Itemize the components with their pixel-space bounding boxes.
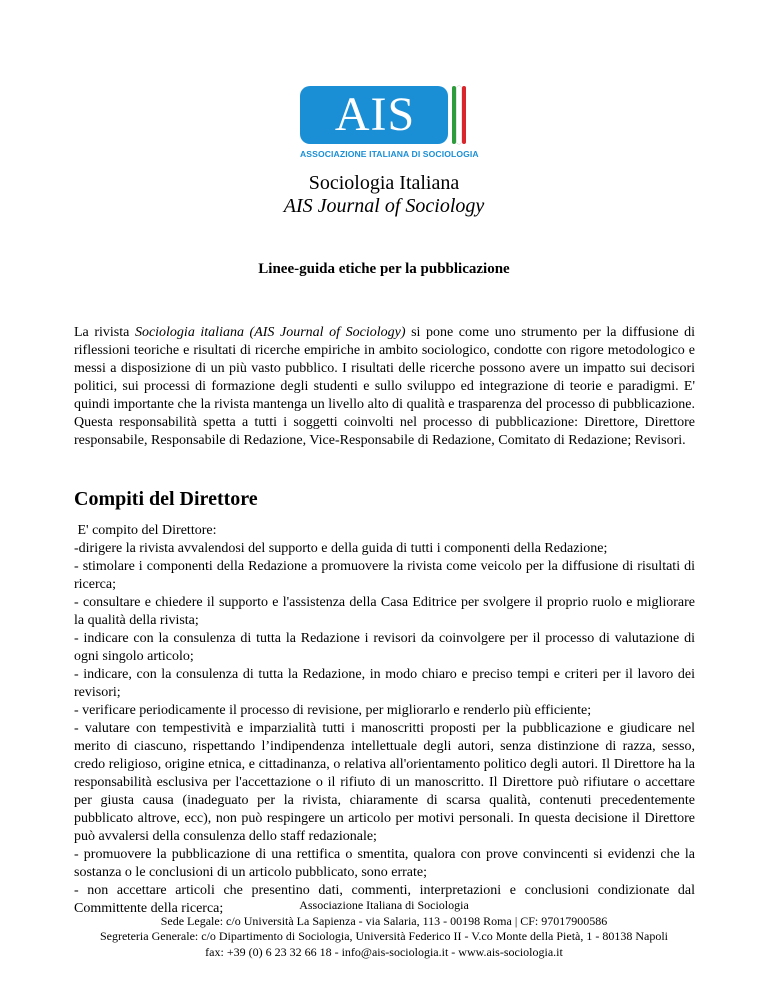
duty-item: - stimolare i componenti della Redazione a promuovere la rivista come veicolo per la diffusione di risultati di ricerca; bbox=[74, 559, 695, 592]
duty-intro: E' compito del Direttore: bbox=[74, 523, 217, 538]
logo-stripe-white bbox=[457, 86, 461, 144]
duty-item: - promuovere la pubblicazione di una rettifica o smentita, qualora con prove convincenti si evidenzi che la sostanza o le conclusioni di un articolo pubblicato, sono errate; bbox=[74, 847, 695, 880]
journal-title-block bbox=[0, 172, 768, 218]
duty-item: - valutare con tempestività e imparzialità tutti i manoscritti proposti per la pubblicazione e giudicare nel merito di ciascuno, rispettando l’indipendenza intellettuale degli autori, senza distinzione di razza, sesso, credo religioso, origine etnica, e cittadinanza, o relativa all'orientamento politico degli autori. Il Direttore ha la responsabilità esclusiva per l'accettazione o il rifiuto di un manoscritto. Il Direttore può rifiutare o accettare per giusta causa (inadeguato per la rivista, chiaramente di scarsa qualità, contenuti precedentemente pubblicato altrove, ecc), non può respingere un articolo per motivi personali. In questa decisione il Direttore può avvalersi della consulenza dello staff redazionale; bbox=[74, 721, 695, 844]
guidelines-title: Linee-guida etiche per la pubblicazione bbox=[258, 261, 510, 277]
duty-item: - indicare con la consulenza di tutta la Redazione i revisori da coinvolgere per il processo di valutazione di ogni singolo articolo; bbox=[74, 631, 695, 664]
logo-badge bbox=[300, 86, 448, 144]
intro-journal-ref: Sociologia italiana (AIS Journal of Sociology) bbox=[134, 325, 406, 340]
intro-body: si pone come uno strumento per la diffusione di riflessioni teoriche e risultati di ricerche empiriche in ambito sociologico, condotte con rigore metodologico e messi a disposizione di un più vasto pubblico. I risultati delle ricerche possono avere un impatto sui decisori politici, sui processi di formazione degli studenti e sullo sviluppo ed integrazione di teorie e paradigmi. E' quindi importante che la rivista mantenga un livello alto di qualità e trasparenza del processo di pubblicazione. Questa responsabilità spetta a tutti i soggetti coinvolti nel processo di pubblicazione: Direttore, Direttore responsabile, Responsabile di Redazione, Vice-Responsabile di Redazione, Comitato di Redazione; Revisori. bbox=[74, 325, 695, 448]
duty-item: - verificare periodicamente il processo di revisione, per migliorarlo e renderlo più efficiente; bbox=[74, 703, 592, 718]
duty-item: - indicare, con la consulenza di tutta la Redazione, in modo chiaro e preciso tempi e criteri per il lavoro dei revisori; bbox=[74, 667, 695, 700]
footer-contacts: fax: +39 (0) 6 23 32 66 18 - info@ais-sociologia.it - www.ais-sociologia.it bbox=[205, 944, 563, 959]
director-duties bbox=[74, 522, 695, 918]
page-footer bbox=[0, 898, 768, 960]
intro-paragraph bbox=[74, 324, 695, 450]
logo-subtitle: ASSOCIAZIONE ITALIANA DI SOCIOLOGIA bbox=[300, 149, 479, 159]
journal-subname: AIS Journal of Sociology bbox=[283, 195, 485, 217]
logo-stripe-green bbox=[452, 86, 456, 144]
intro-lead: La rivista bbox=[74, 325, 135, 340]
ais-logo bbox=[300, 86, 479, 162]
logo-text: AIS bbox=[334, 88, 416, 141]
duty-item: - non accettare articoli che presentino dati, commenti, interpretazioni e conclusioni condizionate dal Committente della ricerca; bbox=[74, 883, 695, 916]
duty-item: - consultare e chiedere il supporto e l'assistenza della Casa Editrice per svolgere il proprio ruolo e migliorare la qualità della rivista; bbox=[74, 595, 695, 628]
section-title: Compiti del Direttore bbox=[74, 488, 258, 510]
footer-org: Associazione Italiana di Sociologia bbox=[299, 898, 469, 912]
footer-legal-address: Sede Legale: c/o Università La Sapienza - via Salaria, 113 - 00198 Roma | CF: 97017900586 bbox=[160, 913, 608, 928]
logo-stripe-red bbox=[462, 86, 466, 144]
duty-item: -dirigere la rivista avvalendosi del supporto e della guida di tutti i componenti della Redazione; bbox=[74, 541, 608, 556]
journal-name: Sociologia Italiana bbox=[308, 172, 460, 194]
footer-secretariat: Segreteria Generale: c/o Dipartimento di Sociologia, Università Federico II - V.co Monte della Pietà, 1 - 80138 Napoli bbox=[99, 929, 669, 943]
